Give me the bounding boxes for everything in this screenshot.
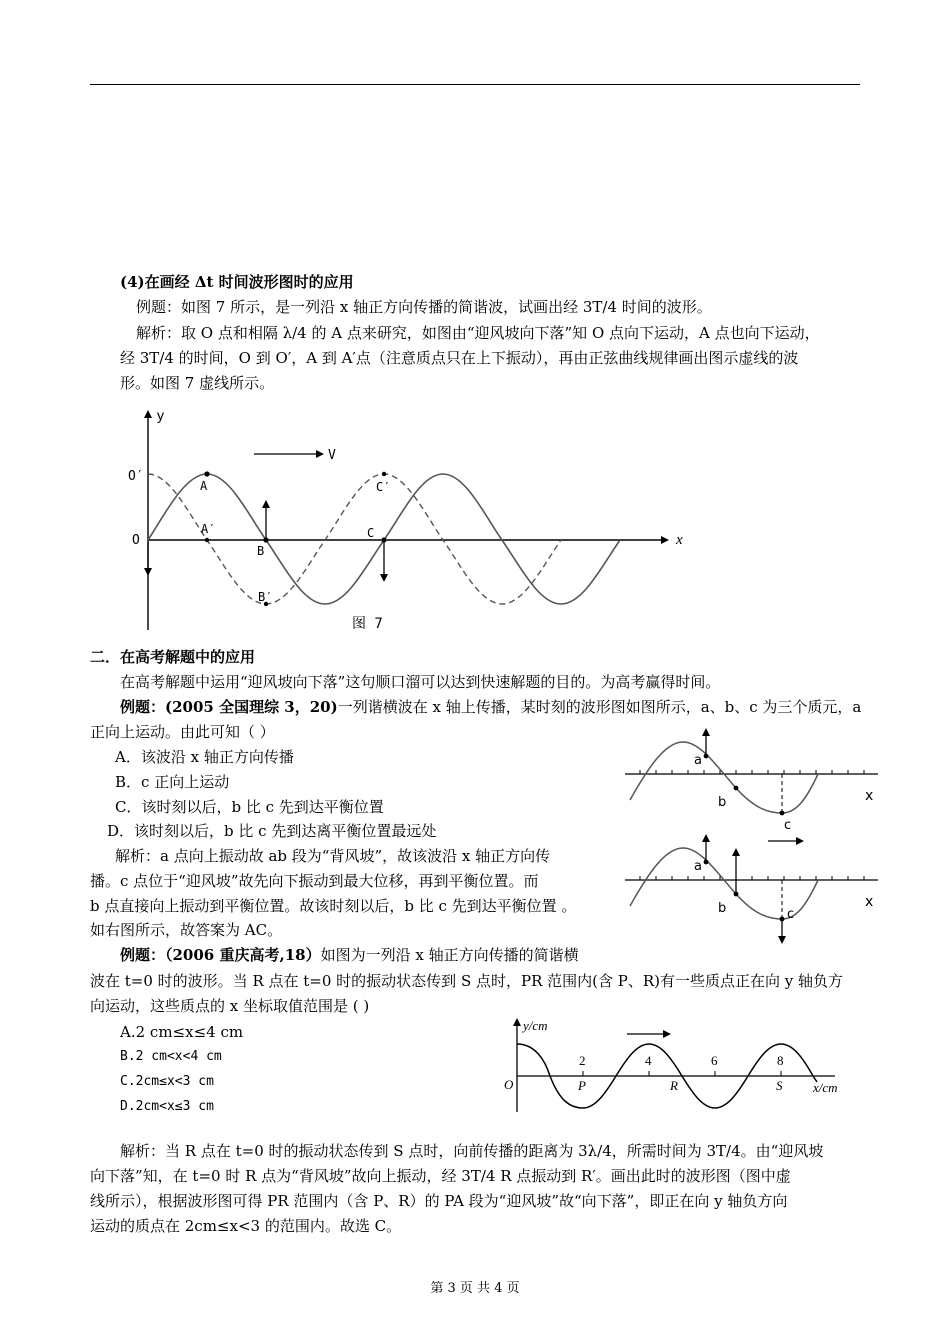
label-s: S [776,1078,783,1093]
label-b-prime: B′ [258,590,273,604]
example-2-text-cont: 波在 t=0 时的波形。当 R 点在 t=0 时的振动状态传到 S 点时，PR 范围内(含 P、R)有一些质点正在向 y 轴负方 [90,972,844,990]
x-axis-label: x [676,532,683,548]
label-c: C [367,526,375,540]
option-a: A.2 cm≤x≤4 cm [120,1023,244,1041]
option-d: D.2cm<x≤3 cm [120,1099,214,1114]
option-c: C．该时刻以后，b 比 c 先到达平衡位置 [115,798,384,816]
label-a: A [200,479,208,493]
header-rule [90,84,860,85]
point-a [204,471,209,476]
analysis-line: 经 3T/4 的时间，O 到 O′，A 到 A′点（注意质点只在上下振动），再由正弦曲线规律画出图示虚线的波 [120,349,799,367]
option-a: A．该波沿 x 轴正方向传播 [115,748,294,766]
example-1-text: 一列谐横波在 x 轴上传播，某时刻的波形图如图所示，a、b、c 为三个质元，a [337,698,862,716]
analysis-line: 线所示），根据波形图可得 PR 范围内（含 P、R）的 PA 段为“迎风坡”故“向下落”，即正在向 y 轴负方向 [90,1192,788,1210]
label-r: R [670,1078,678,1093]
example-text: 例题：如图 7 所示，是一列沿 x 轴正方向传播的简谐波，试画出经 3T/4 时间的波形。 [136,298,712,316]
y-axis-label: y [157,407,164,423]
tick-4: 4 [645,1053,652,1068]
point-c [780,917,785,922]
figure-wave-a [620,728,890,838]
analysis-line: b 点直接向上振动到平衡位置。故该时刻以后，b 比 c 先到达平衡位置 。 [90,897,577,915]
option-c: C.2cm≤x<3 cm [120,1074,214,1089]
example-1-question [120,697,861,717]
label-o-prime: O′ [128,469,144,484]
x-axis-label: x/cm [813,1080,838,1095]
figure-7 [120,402,700,638]
analysis-line: 向下落”知，在 t=0 时 R 点为“背风坡”故向上振动，经 3T/4 R 点振动到 R′。画出此时的波形图（图中虚 [90,1167,791,1185]
point-c [780,811,785,816]
example-2-question [120,945,579,965]
point-c [381,537,386,542]
point-a-prime [205,538,209,542]
intro-text: 在高考解题中运用“迎风坡向下落”这句顺口溜可以达到快速解题的目的。为高考赢得时间。 [120,673,721,691]
option-d: D．该时刻以后，b 比 c 先到达离平衡位置最远处 [107,822,437,840]
label-c: c [784,818,792,833]
y-axis-label: y/cm [523,1018,548,1033]
tick-6: 6 [711,1053,718,1068]
tick-2: 2 [579,1053,586,1068]
figure-caption: 图 7 [352,616,383,632]
analysis-line: 如右图所示，故答案为 AC。 [90,921,283,939]
x-axis-label: x [865,894,874,910]
label-a-prime: A′ [201,522,216,536]
point-c-prime [382,472,386,476]
analysis-line: 形。如图 7 虚线所示。 [120,374,275,392]
label-b: b [718,901,727,916]
label-b: b [718,795,727,810]
tick-8: 8 [777,1053,784,1068]
velocity-label: V [328,448,336,463]
section-heading: 二．在高考解题中的应用 [90,648,256,666]
x-axis-label: x [865,788,874,804]
analysis-line: 运动的质点在 2cm≤x<3 的范围内。故选 C。 [90,1217,402,1235]
point-b [734,786,739,791]
label-a: a [694,753,702,768]
option-b: B.2 cm<x<4 cm [120,1049,222,1064]
example-2-text: 如图为一列沿 x 轴正方向传播的简谐横 [320,946,579,964]
origin-label: O [504,1077,514,1092]
analysis-line: 解析：取 O 点和相隔 λ/4 的 A 点来研究，如图由“迎风坡向下落”知 O 点向下运动，A 点也向下运动， [136,324,820,342]
option-b: B．c 正向上运动 [115,773,230,791]
figure-wave-b [620,832,890,948]
analysis-line: 播。c 点位于“迎风坡”故先向下振动到最大位移，再到平衡位置。而 [90,872,539,890]
example-2-label: 例题：（2006 重庆高考,18） [120,946,321,964]
analysis-line: 解析：a 点向上振动故 ab 段为“背风坡”，故该波沿 x 轴正方向传 [115,847,551,865]
example-1-label: 例题：(2005 全国理综 3，20) [120,698,338,716]
point-a [704,860,709,865]
label-b: B [257,544,265,558]
label-c-prime: C′ [376,480,391,494]
example-2-text-cont: 向运动，这些质点的 x 坐标取值范围是 ( ) [90,997,370,1015]
analysis-line: 解析：当 R 点在 t=0 时的振动状态传到 S 点时，向前传播的距离为 3λ/4，所需时间为 3T/4。由“迎风坡 [120,1142,824,1160]
label-p: P [578,1078,586,1093]
page-footer: 第 3 页 共 4 页 [430,1281,520,1296]
label-a: a [694,859,702,874]
figure-wave-c [495,1016,855,1116]
point-a [704,754,709,759]
example-1-text-cont: 正向上运动。由此可知（ ） [90,723,275,741]
label-o: O [132,533,140,548]
point-b [263,537,268,542]
point-b [734,892,739,897]
section-heading: (4)在画经 Δt 时间波形图时的应用 [120,273,354,291]
label-c: c [787,907,795,922]
